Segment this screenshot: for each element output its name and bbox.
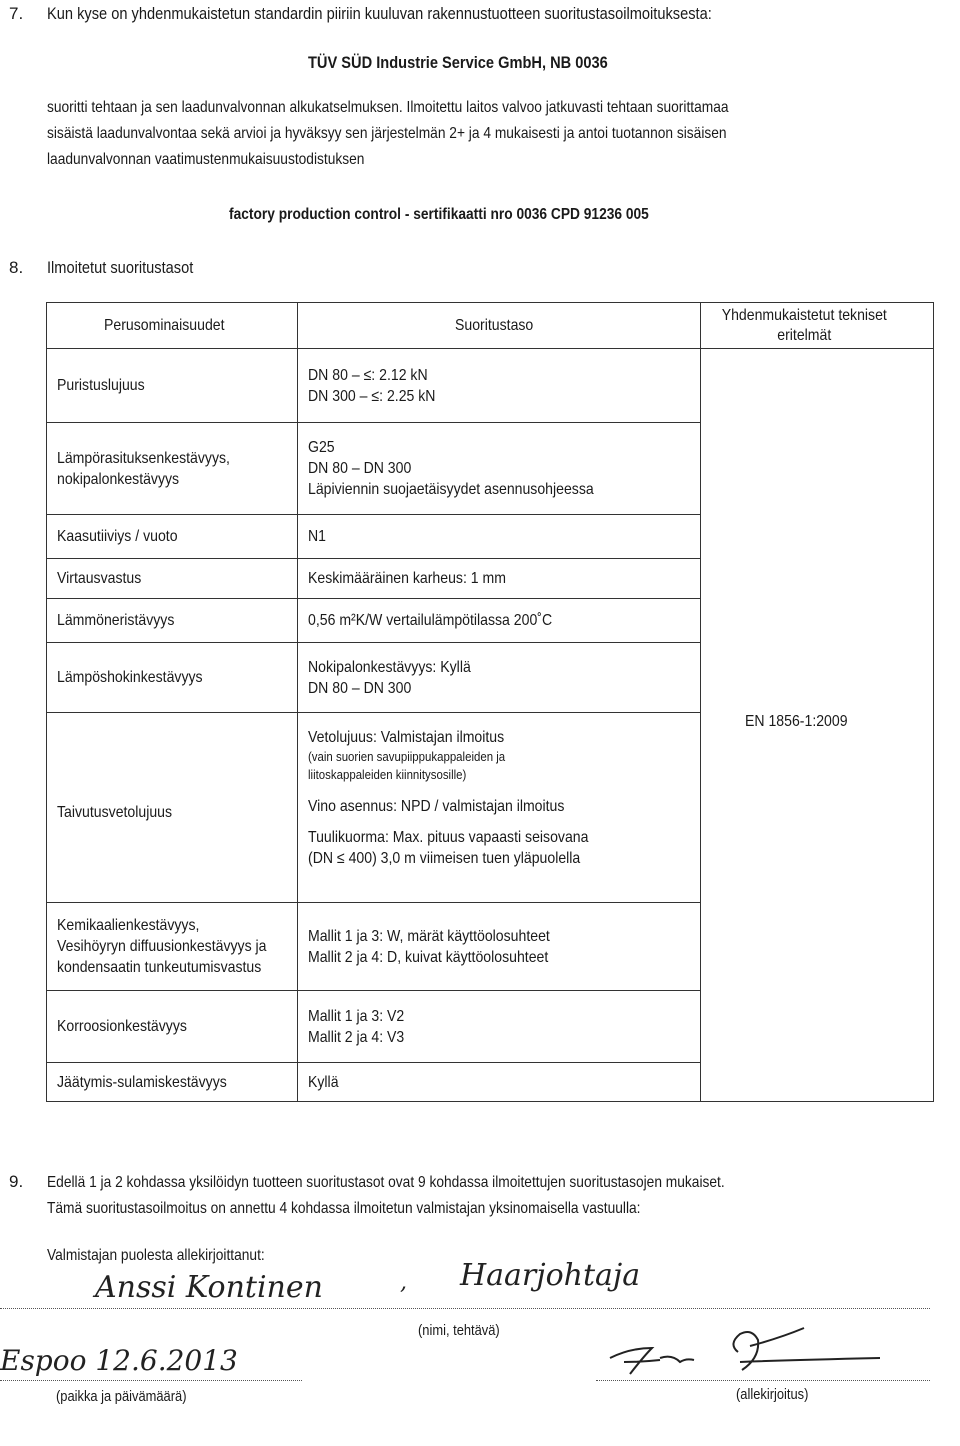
performance-cell: DN 80 – ≤: 2.12 kN DN 300 – ≤: 2.25 kN [298, 349, 701, 423]
performance-cell: Kyllä [298, 1063, 701, 1102]
property-cell: Kaasutiiviys / vuoto [47, 515, 298, 559]
section-8-number: 8. [9, 258, 24, 277]
place-date-caption: (paikka ja päivämäärä) [56, 1388, 187, 1405]
header-specifications: Yhdenmukaistetut tekniset eritelmät [701, 303, 934, 349]
notified-body-wrap [308, 53, 657, 73]
header-properties: Perusominaisuudet [47, 303, 298, 349]
property-cell: Korroosionkestävyys [47, 991, 298, 1063]
fpc-certificate: factory production control - sertifikaatti nro 0036 CPD 91236 005 [229, 206, 649, 223]
paragraph-line: laadunvalvonnan vaatimustenmukaisuustodistuksen [47, 151, 365, 168]
signature-caption: (allekirjoitus) [736, 1386, 809, 1403]
performance-cell: Keskimääräinen karheus: 1 mm [298, 559, 701, 599]
property-cell: Puristuslujuus [47, 349, 298, 423]
performance-cell: 0,56 m²K/W vertailulämpötilassa 200˚C [298, 599, 701, 643]
section-7-intro: Kun kyse on yhdenmukaistetun standardin piiriin kuuluvan rakennustuotteen suoritustasoilmoituksesta: [47, 4, 712, 23]
section-8-title-wrap [47, 258, 217, 278]
notified-body: TÜV SÜD Industrie Service GmbH, NB 0036 [308, 53, 608, 72]
performance-cell: Mallit 1 ja 3: V2 Mallit 2 ja 4: V3 [298, 991, 701, 1063]
section-7-number: 7. [9, 4, 24, 23]
property-cell: Lämpörasituksenkestävyys, nokipalonkestävyys [47, 423, 298, 515]
performance-table [46, 302, 934, 1102]
section-9-text [47, 1170, 835, 1222]
property-cell: Taivutusvetolujuus [47, 713, 298, 903]
handwritten-name: Anssi Kontinen [95, 1270, 323, 1305]
signature-caption-wrap [736, 1386, 820, 1403]
signature-line [596, 1380, 930, 1381]
performance-cell: Vetolujuus: Valmistajan ilmoitus (vain suorien savupiippukappaleiden ja liitoskappaleiden kiinnitysosille) Vino asennus: NPD / valmistajan ilmoitus Tuulikuorma: Max. pituus vapaasti seisovana (DN ≤ 400) 3,0 m viimeisen tuen yläpuolella [298, 713, 701, 903]
section-9-number: 9. [9, 1172, 24, 1191]
property-cell: Kemikaalienkestävyys, Vesihöyryn diffuusionkestävyys ja kondensaatin tunkeutumisvastus [47, 903, 298, 991]
signed-by-wrap [47, 1247, 300, 1265]
performance-cell: Nokipalonkestävyys: Kyllä DN 80 – DN 300 [298, 643, 701, 713]
name-separator-wrap [400, 1270, 407, 1295]
property-cell: Lämpöshokinkestävyys [47, 643, 298, 713]
section-8-title: Ilmoitetut suoritustasot [47, 258, 194, 277]
performance-cell: N1 [298, 515, 701, 559]
section-7-paragraph [47, 95, 839, 173]
paragraph-line: suoritti tehtaan ja sen laadunvalvonnan alkukatselmuksen. Ilmoitettu laitos valvoo jatkuvasti tehtaan suorittamaa [47, 99, 729, 116]
property-cell: Lämmöneristävyys [47, 599, 298, 643]
name-caption-wrap [418, 1322, 513, 1339]
property-cell: Jäätymis-sulamiskestävyys [47, 1063, 298, 1102]
handwritten-place-date: Espoo 12.6.2013 [0, 1344, 238, 1377]
handwritten-title: Haarjohtaja [460, 1258, 641, 1293]
performance-cell: Mallit 1 ja 3: W, märät käyttöolosuhteet Mallit 2 ja 4: D, kuivat käyttöolosuhteet [298, 903, 701, 991]
place-date-line [0, 1380, 302, 1381]
name-line [0, 1308, 930, 1309]
table-header-row [47, 303, 934, 349]
section-9-line: Tämä suoritustasoilmoitus on annettu 4 kohdassa ilmoitetun valmistajan yksinomaisella vastuulla: [47, 1200, 641, 1217]
header-performance: Suoritustaso [298, 303, 701, 349]
performance-cell: G25 DN 80 – DN 300 Läpiviennin suojaetäisyydet asennusohjeessa [298, 423, 701, 515]
name-caption: (nimi, tehtävä) [418, 1322, 500, 1339]
section-9-line: Edellä 1 ja 2 kohdassa yksilöidyn tuotteen suoritustasot ovat 9 kohdassa ilmoitettujen suoritustasojen mukaiset. [47, 1174, 725, 1191]
paragraph-line: sisäistä laadunvalvontaa sekä arvioi ja hyväksyy sen järjestelmän 2+ ja 4 mukaisesti ja antoi tuotannon sisäisen [47, 125, 727, 142]
place-date-caption-wrap [56, 1388, 208, 1405]
table-row [47, 349, 934, 423]
certificate-wrap [229, 206, 717, 224]
section-7-intro-wrap [47, 4, 820, 24]
property-cell: Virtausvastus [47, 559, 298, 599]
comma-mark: , [400, 1270, 407, 1295]
signed-by-label: Valmistajan puolesta allekirjoittanut: [47, 1247, 265, 1264]
standard-wrap [745, 713, 862, 731]
harmonised-standard: EN 1856-1:2009 [745, 713, 848, 730]
